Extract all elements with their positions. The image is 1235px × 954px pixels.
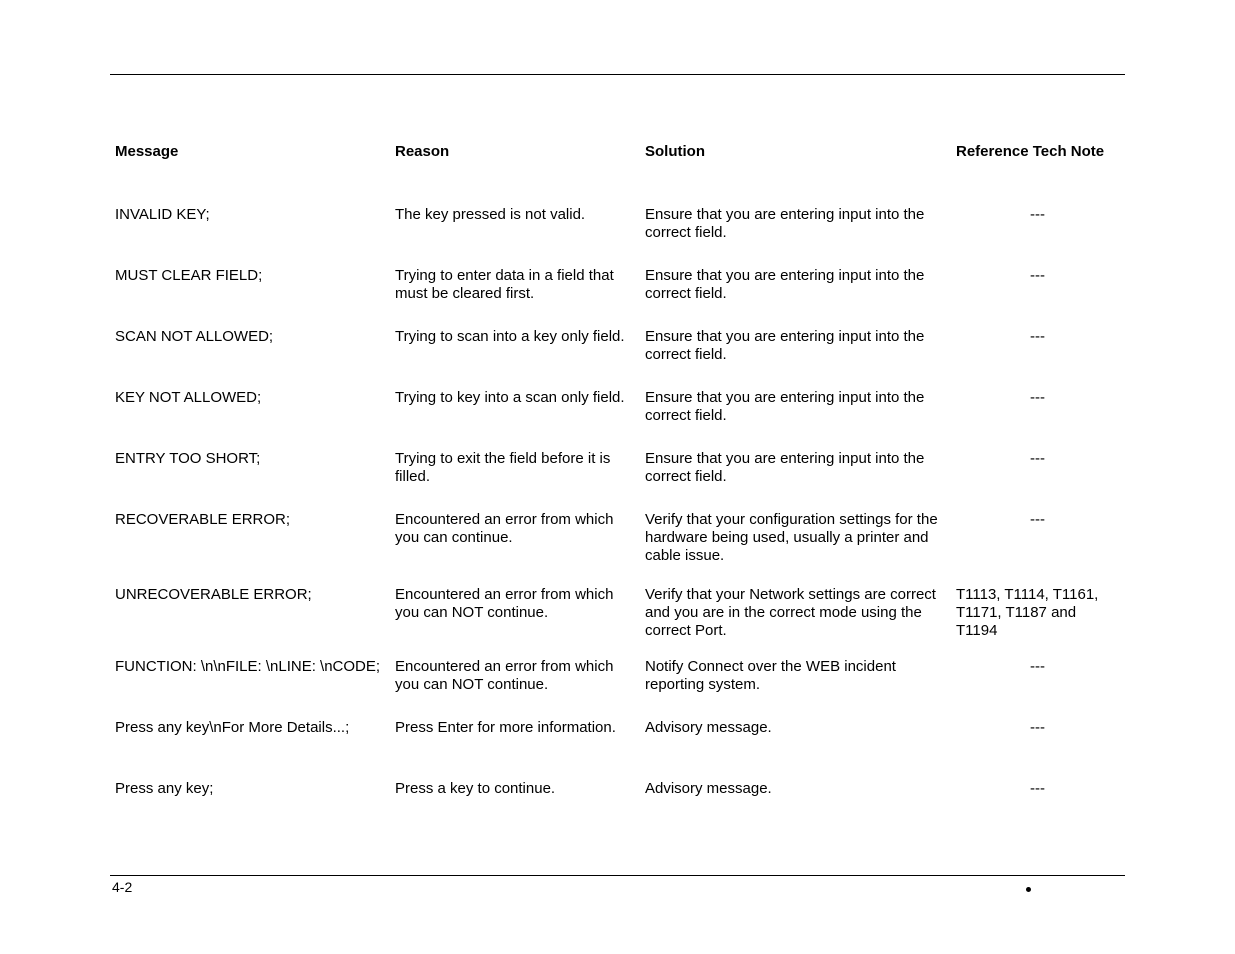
row-solution: Notify Connect over the WEB incident reporting system. [645,658,896,693]
row-solution: Advisory message. [645,780,772,797]
row-reference: T1113, T1114, T1161, T1171, T1187 and T1194 [956,586,1099,639]
row-reference: --- [1030,450,1045,467]
row-solution: Ensure that you are entering input into the correct field. [645,328,925,363]
row-reference: --- [1030,267,1045,284]
row-message: RECOVERABLE ERROR; [115,511,291,528]
column-header-reason: Reason [395,143,450,160]
row-solution: Ensure that you are entering input into the correct field. [645,267,925,302]
row-message: UNRECOVERABLE ERROR; [115,586,312,603]
row-message: INVALID KEY; [115,206,210,223]
row-message: KEY NOT ALLOWED; [115,389,262,406]
row-reason: Encountered an error from which you can NOT continue. [395,586,614,621]
row-solution: Ensure that you are entering input into the correct field. [645,206,925,241]
row-solution: Verify that your Network settings are correct and you are in the correct mode using the correct Port. [645,586,936,639]
row-reference: --- [1030,780,1045,797]
page-number: 4-2 [112,879,133,895]
row-solution: Ensure that you are entering input into the correct field. [645,450,925,485]
row-reason: Encountered an error from which you can continue. [395,511,614,546]
row-message: Press any key\nFor More Details...; [115,719,350,736]
row-reason: Press a key to continue. [395,780,556,797]
row-reference: --- [1030,206,1045,223]
column-header-solution: Solution [645,143,705,160]
row-reason: Trying to scan into a key only field. [395,328,625,345]
row-reference: --- [1030,389,1045,406]
header-rule [110,74,1125,75]
row-message: Press any key; [115,780,214,797]
footer-rule [110,875,1125,876]
bullet-icon [1026,887,1031,892]
row-solution: Advisory message. [645,719,772,736]
row-message: MUST CLEAR FIELD; [115,267,263,284]
row-reason: The key pressed is not valid. [395,206,586,223]
row-reference: --- [1030,328,1045,345]
row-reference: --- [1030,511,1045,528]
column-header-message: Message [115,143,179,160]
row-solution: Verify that your configuration settings for the hardware being used, usually a printer and cable issue. [645,511,938,564]
row-message: ENTRY TOO SHORT; [115,450,261,467]
row-reason: Trying to enter data in a field that must be cleared first. [395,267,614,302]
column-header-reference: Reference Tech Note [956,143,1105,160]
row-reason: Trying to exit the field before it is filled. [395,450,611,485]
row-message: FUNCTION: \n\nFILE: \nLINE: \nCODE; [115,658,381,675]
row-message: SCAN NOT ALLOWED; [115,328,274,345]
row-solution: Ensure that you are entering input into the correct field. [645,389,925,424]
row-reason: Encountered an error from which you can NOT continue. [395,658,614,693]
row-reason: Press Enter for more information. [395,719,616,736]
row-reason: Trying to key into a scan only field. [395,389,625,406]
row-reference: --- [1030,719,1045,736]
row-reference: --- [1030,658,1045,675]
